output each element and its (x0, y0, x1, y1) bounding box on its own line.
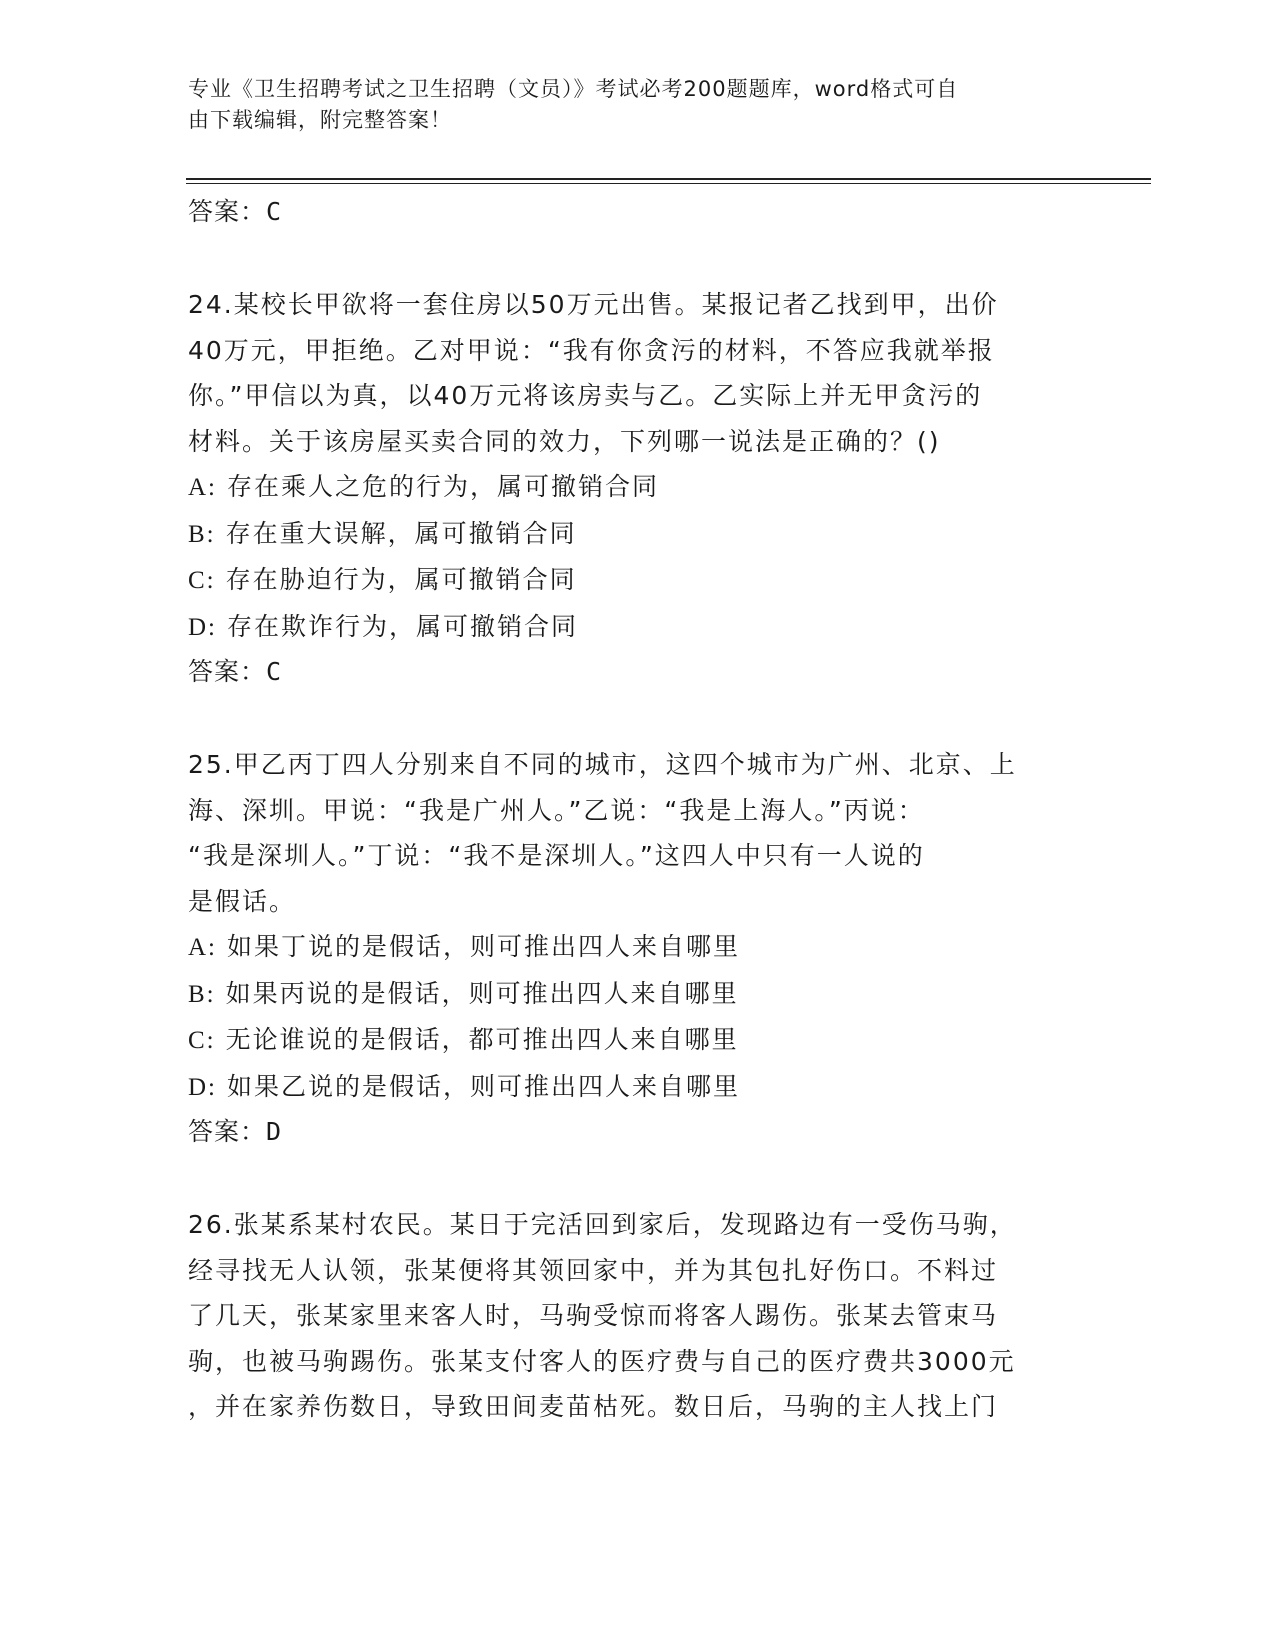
question-text-line: 海、深圳。甲说：“我是广州人。”乙说：“我是上海人。”丙说： (188, 795, 925, 825)
question-text-line: 是假话。 (188, 886, 297, 916)
question-text-line: 26.张某系某村农民。某日于完活回到家后，发现路边有一受伤马驹， (188, 1210, 1017, 1239)
answer-value: D (266, 1117, 283, 1146)
spacer (188, 1154, 1088, 1202)
option-key: A: (188, 934, 217, 961)
option-text: 如果乙说的是假话，则可推出四人来自哪里 (226, 1071, 740, 1101)
question-text-line: ，并在家养伤数日，导致田间麦苗枯死。数日后，马驹的主人找上门 (188, 1392, 999, 1421)
answer-line (188, 1110, 1088, 1154)
option-key: D: (188, 613, 217, 641)
option-text: 无论谁说的是假话，都可推出四人来自哪里 (225, 1025, 739, 1054)
option-d (188, 1064, 1088, 1111)
option-c (188, 557, 1088, 604)
option-text: 存在胁迫行为，属可撤销合同 (225, 565, 577, 594)
option-text: 存在欺诈行为，属可撤销合同 (226, 611, 578, 641)
question-24 (188, 282, 1088, 464)
question-text-line: 你。”甲信以为真，以40万元将该房卖与乙。乙实际上并无甲贪污的 (188, 381, 983, 410)
option-key: B: (188, 980, 216, 1008)
answer-line (188, 190, 1088, 234)
document-body (188, 190, 1088, 1430)
option-c (188, 1017, 1088, 1064)
option-text: 存在重大误解，属可撤销合同 (225, 518, 577, 548)
answer-label: 答案： (188, 1117, 267, 1146)
header-line-2: 由下载编辑，附完整答案！ (188, 108, 452, 132)
question-text-line: 25.甲乙丙丁四人分别来自不同的城市，这四个城市为广州、北京、上 (188, 750, 1017, 779)
answer-value: C (266, 197, 283, 226)
answer-label: 答案： (188, 657, 267, 686)
option-b (188, 971, 1088, 1018)
header-divider-thick (186, 178, 1151, 180)
option-key: C: (188, 1027, 216, 1054)
spacer (188, 234, 1088, 282)
question-text-line: 40万元，甲拒绝。乙对甲说：“我有你贪污的材料，不答应我就举报 (188, 335, 995, 365)
option-key: D: (188, 1073, 217, 1101)
question-text-line: 驹，也被马驹踢伤。张某支付客人的医疗费与自己的医疗费共3000元 (188, 1346, 1016, 1376)
question-text-line: 了几天，张某家里来客人时，马驹受惊而将客人踢伤。张某去管束马 (188, 1301, 999, 1330)
question-text-line: 24.某校长甲欲将一套住房以50万元出售。某报记者乙找到甲，出价 (188, 290, 999, 319)
header-line-1: 专业《卫生招聘考试之卫生招聘（文员）》考试必考200题题库，word格式可自 (188, 77, 959, 101)
header-divider-thin (186, 183, 1151, 184)
question-25 (188, 742, 1088, 924)
option-a (188, 924, 1088, 971)
question-text-line: 经寻找无人认领，张某便将其领回家中，并为其包扎好伤口。不料过 (188, 1255, 999, 1285)
option-a (188, 464, 1088, 511)
answer-label: 答案： (188, 197, 267, 226)
option-key: C: (188, 567, 216, 594)
option-text: 如果丙说的是假话，则可推出四人来自哪里 (225, 978, 739, 1008)
answer-line (188, 650, 1088, 694)
question-26 (188, 1202, 1088, 1430)
question-text-line: “我是深圳人。”丁说：“我不是深圳人。”这四人中只有一人说的 (188, 841, 925, 870)
answer-value: C (266, 657, 283, 686)
question-text-line: 材料。关于该房屋买卖合同的效力，下列哪一说法是正确的？() (188, 426, 941, 456)
option-text: 如果丁说的是假话，则可推出四人来自哪里 (226, 932, 740, 961)
document-header (188, 74, 1068, 136)
option-text: 存在乘人之危的行为，属可撤销合同 (226, 472, 659, 501)
option-b (188, 511, 1088, 558)
spacer (188, 694, 1088, 742)
option-d (188, 604, 1088, 651)
option-key: B: (188, 520, 216, 548)
option-key: A: (188, 474, 217, 501)
